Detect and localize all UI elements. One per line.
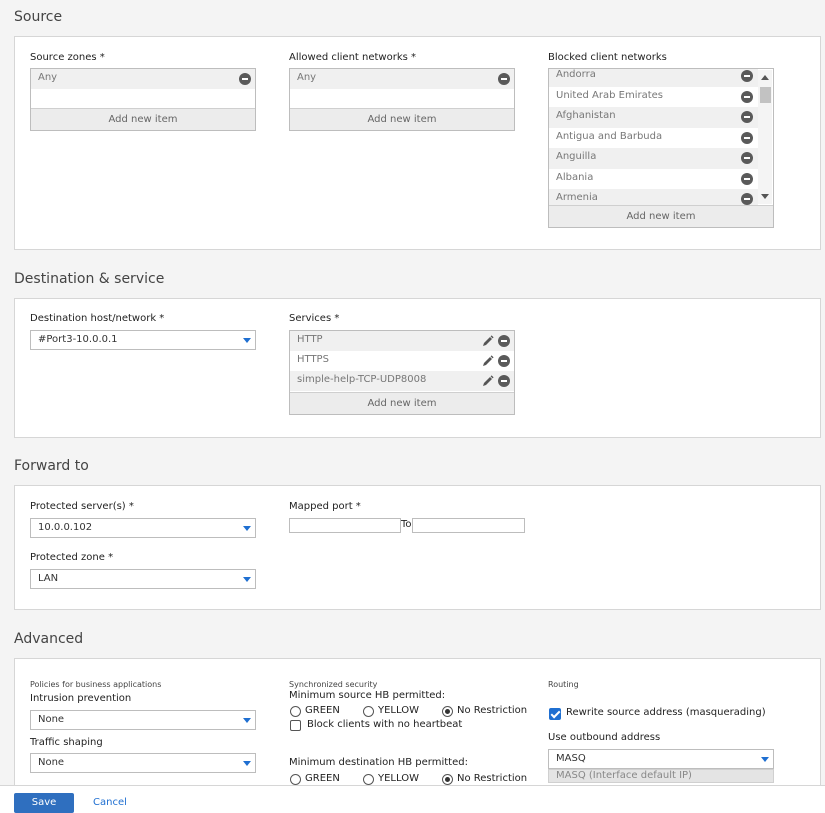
chevron-down-icon [243,577,251,582]
list-item-label: simple-help-TCP-UDP8008 [297,374,427,385]
protected-zone-select[interactable] [30,569,256,589]
list-item-label: Afghanistan [556,110,616,121]
remove-icon[interactable] [741,111,753,123]
add-allowed-network-button[interactable]: Add new item [290,108,514,130]
remove-icon[interactable] [741,193,753,205]
traffic-shaping-value: None [38,757,65,768]
mapped-port-to-label: To [401,519,412,530]
routing-header: Routing [548,680,579,689]
edit-icon[interactable] [482,335,494,347]
list-item [549,148,758,169]
remove-icon[interactable] [498,335,510,347]
source-hb-norestriction-radio[interactable] [442,706,453,717]
destination-panel [14,298,821,438]
destination-host-select[interactable] [30,330,256,350]
protected-server-select[interactable] [30,518,256,538]
scroll-thumb[interactable] [760,87,771,103]
traffic-shaping-label: Traffic shaping [30,737,103,748]
source-hb-green-radio[interactable] [290,706,301,717]
chevron-down-icon [243,761,251,766]
remove-icon[interactable] [498,375,510,387]
dest-hb-green-radio[interactable] [290,774,301,785]
list-item-label: Anguilla [556,151,597,162]
dest-hb-green-label: GREEN [305,773,340,784]
source-section-title: Source [14,9,63,25]
remove-icon[interactable] [741,91,753,103]
mapped-port-from-input[interactable] [289,518,401,533]
list-item [290,69,514,89]
ips-value: None [38,714,65,725]
list-item [290,331,514,351]
source-zones-label: Source zones * [30,52,105,63]
protected-zone-label: Protected zone * [30,552,114,563]
mapped-port-label: Mapped port * [289,501,361,512]
list-item-label: Any [38,72,58,83]
blocked-networks-label: Blocked client networks [548,52,667,63]
list-item [31,69,255,89]
min-source-hb-label: Minimum source HB permitted: [289,690,446,701]
remove-icon[interactable] [741,173,753,185]
list-item-label: HTTPS [297,354,329,365]
save-button[interactable]: Save [14,793,74,813]
ips-select[interactable] [30,710,256,730]
list-item [549,169,758,190]
list-item-label: Any [297,72,317,83]
list-item [290,371,514,391]
services-label: Services * [289,313,340,324]
list-item [549,107,758,128]
dest-hb-yellow-label: YELLOW [378,773,419,784]
policies-header: Policies for business applications [30,680,162,689]
add-blocked-network-button[interactable]: Add new item [549,205,773,227]
forward-panel [14,485,821,610]
services-list [289,330,515,415]
list-item-label: Antigua and Barbuda [556,130,663,142]
list-item [549,68,758,87]
remove-icon[interactable] [498,355,510,367]
dest-hb-norestriction-radio[interactable] [442,774,453,785]
list-item [549,128,758,149]
masquerading-label: Rewrite source address (masquerading) [566,707,766,718]
block-no-heartbeat-label: Block clients with no heartbeat [307,719,463,730]
advanced-section-title: Advanced [14,631,84,647]
list-item-label: Albania [556,171,594,183]
list-item-label: Andorra [556,69,596,80]
traffic-shaping-select[interactable] [30,753,256,773]
destination-host-label: Destination host/network * [30,313,165,324]
list-item [549,87,758,108]
mapped-port-to-input[interactable] [412,518,525,533]
protected-server-value: 10.0.0.102 [38,522,93,533]
destination-section-title: Destination & service [14,271,165,287]
remove-icon[interactable] [239,73,251,85]
forward-section-title: Forward to [14,458,89,474]
outbound-address-select[interactable] [548,749,774,769]
chevron-down-icon [761,757,769,762]
protected-server-label: Protected server(s) * [30,501,134,512]
ips-label: Intrusion prevention [30,693,132,704]
add-service-button[interactable]: Add new item [290,392,514,414]
blocked-networks-list [548,68,774,228]
chevron-down-icon [243,718,251,723]
blocked-networks-items [549,68,758,210]
edit-icon[interactable] [482,375,494,387]
chevron-down-icon [243,526,251,531]
outbound-address-label: Use outbound address [548,732,661,743]
dest-hb-yellow-radio[interactable] [363,774,374,785]
dest-hb-norestriction-label: No Restriction [457,773,528,784]
allowed-networks-label: Allowed client networks * [289,52,417,63]
source-zones-list [30,68,256,131]
blocked-networks-scrollbar[interactable] [758,70,772,204]
remove-icon[interactable] [741,132,753,144]
footer-bar [0,785,825,813]
remove-icon[interactable] [741,152,753,164]
chevron-down-icon [243,338,251,343]
add-source-zone-button[interactable]: Add new item [31,108,255,130]
cancel-link[interactable]: Cancel [93,797,127,808]
allowed-networks-list [289,68,515,131]
masquerading-checkbox[interactable] [549,708,561,720]
remove-icon[interactable] [741,70,753,82]
protected-zone-value: LAN [38,573,59,584]
list-item [290,351,514,371]
min-dest-hb-label: Minimum destination HB permitted: [289,757,468,768]
edit-icon[interactable] [482,355,494,367]
block-no-heartbeat-checkbox[interactable] [290,720,301,731]
source-panel [14,36,821,250]
scroll-up-icon[interactable] [761,75,769,80]
source-hb-green-label: GREEN [305,705,340,716]
outbound-address-value: MASQ [556,753,586,764]
sync-security-header: Synchronized security [289,680,378,689]
list-item-label: United Arab Emirates [556,89,664,101]
scroll-down-icon[interactable] [761,194,769,199]
source-hb-yellow-label: YELLOW [378,705,419,716]
advanced-panel [14,658,821,788]
outbound-address-hint: MASQ (Interface default IP) [548,769,774,783]
source-hb-yellow-radio[interactable] [363,706,374,717]
destination-host-value: #Port3-10.0.0.1 [38,334,118,345]
list-item-label: Armenia [556,192,598,203]
remove-icon[interactable] [498,73,510,85]
list-item-label: HTTP [297,334,323,345]
source-hb-norestriction-label: No Restriction [457,705,528,716]
